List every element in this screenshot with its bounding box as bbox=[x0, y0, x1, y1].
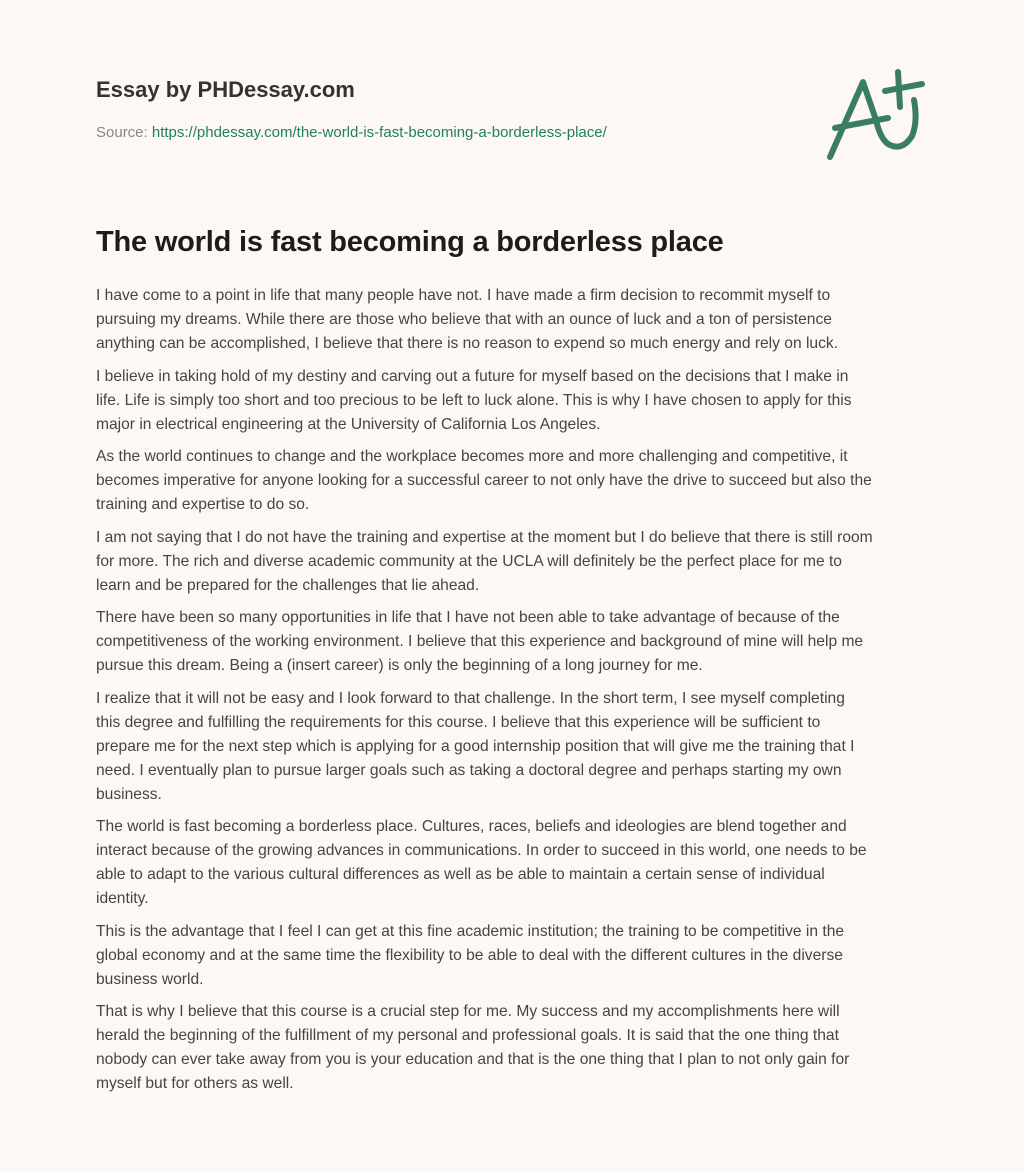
source-line bbox=[96, 124, 607, 141]
paragraph-line: business. bbox=[96, 785, 162, 803]
essay-paragraph bbox=[96, 606, 946, 678]
paragraph-line: this degree and fulfilling the requirements for this course. I believe that this experience will be sufficient to bbox=[96, 713, 821, 731]
paragraph-line: life. Life is simply too short and too precious to be left to luck alone. This is why I have chosen to apply for this bbox=[96, 391, 852, 409]
essay-paragraph bbox=[96, 687, 946, 807]
paragraph-line: business world. bbox=[96, 970, 204, 988]
source-link[interactable]: https://phdessay.com/the-world-is-fast-becoming-a-borderless-place/ bbox=[151, 124, 607, 141]
paragraph-line: This is the advantage that I feel I can get at this fine academic institution; the training to be competitive in the bbox=[96, 922, 845, 940]
paragraph-line: for more. The rich and diverse academic community at the UCLA will definitely be the perfect place for me to bbox=[96, 552, 842, 570]
paragraph-line: global economy and at the same time the flexibility to be able to deal with the different cultures in the diverse bbox=[96, 946, 843, 964]
essay-paragraph bbox=[96, 526, 946, 598]
essay-paragraph bbox=[96, 445, 946, 517]
paragraph-line: need. I eventually plan to pursue larger goals such as taking a doctoral degree and perhaps starting my own bbox=[96, 761, 842, 779]
paragraph-line: major in electrical engineering at the University of California Los Angeles. bbox=[96, 415, 601, 433]
paragraph-line: I realize that it will not be easy and I look forward to that challenge. In the short term, I see myself completing bbox=[96, 689, 845, 707]
site-title: Essay by PHDessay.com bbox=[96, 77, 355, 102]
paragraph-line: competitiveness of the working environment. I believe that this experience and background of mine will help me bbox=[96, 633, 864, 650]
paragraph-line: learn and be prepared for the challenges that lie ahead. bbox=[96, 576, 480, 594]
source-label: Source: bbox=[96, 124, 148, 141]
paragraph-line: The world is fast becoming a borderless place. Cultures, races, beliefs and ideologies are blend together and bbox=[96, 818, 847, 835]
paragraph-line: nobody can ever take away from you is your education and that is the one thing that I plan to not only gain for bbox=[96, 1051, 850, 1068]
essay-title: The world is fast becoming a borderless place bbox=[96, 226, 724, 258]
essay-paragraph bbox=[96, 920, 946, 992]
paragraph-line: herald the beginning of the fulfillment of my personal and professional goals. It is said that the one thing that bbox=[96, 1027, 839, 1044]
paragraph-line: becomes imperative for anyone looking for a successful career to not only have the drive to succeed but also the bbox=[96, 472, 872, 489]
paragraph-line: pursue this dream. Being a (insert career) is only the beginning of a long journey for me. bbox=[96, 657, 703, 674]
essay-paragraph bbox=[96, 815, 946, 911]
paragraph-line: I am not saying that I do not have the training and expertise at the moment but I do believe that there is still room bbox=[96, 528, 873, 546]
paragraph-line: myself but for others as well. bbox=[96, 1075, 294, 1092]
a-plus-logo bbox=[810, 60, 940, 170]
essay-paragraph bbox=[96, 284, 946, 356]
paragraph-line: able to adapt to the various cultural differences as well as be able to maintain a certain sense of individual bbox=[96, 866, 825, 883]
paragraph-line: There have been so many opportunities in life that I have not been able to take advantage of because of the bbox=[96, 609, 840, 626]
paragraph-line: prepare me for the next step which is applying for a good internship position that will give me the training that I bbox=[96, 737, 855, 755]
paragraph-line: training and expertise to do so. bbox=[96, 496, 310, 513]
paragraph-line: pursuing my dreams. While there are those who believe that with an ounce of luck and a ton of persistence bbox=[96, 311, 832, 328]
essay-paragraph bbox=[96, 1000, 946, 1096]
paragraph-line: I believe in taking hold of my destiny and carving out a future for myself based on the decisions that I make in bbox=[96, 367, 849, 385]
essay-paragraph bbox=[96, 365, 946, 437]
paragraph-line: That is why I believe that this course is a crucial step for me. My success and my accomplishments here will bbox=[96, 1003, 840, 1020]
essay-body bbox=[96, 284, 946, 1105]
paragraph-line: anything can be accomplished, I believe that there is no reason to expend so much energy and rely on luck. bbox=[96, 335, 839, 352]
paragraph-line: interact because of the growing advances in communications. In order to succeed in this world, one needs to be bbox=[96, 842, 867, 859]
paragraph-line: I have come to a point in life that many people have not. I have made a firm decision to recommit myself to bbox=[96, 287, 831, 304]
paragraph-line: As the world continues to change and the workplace becomes more and more challenging and competitive, it bbox=[96, 448, 848, 465]
paragraph-line: identity. bbox=[96, 890, 149, 907]
